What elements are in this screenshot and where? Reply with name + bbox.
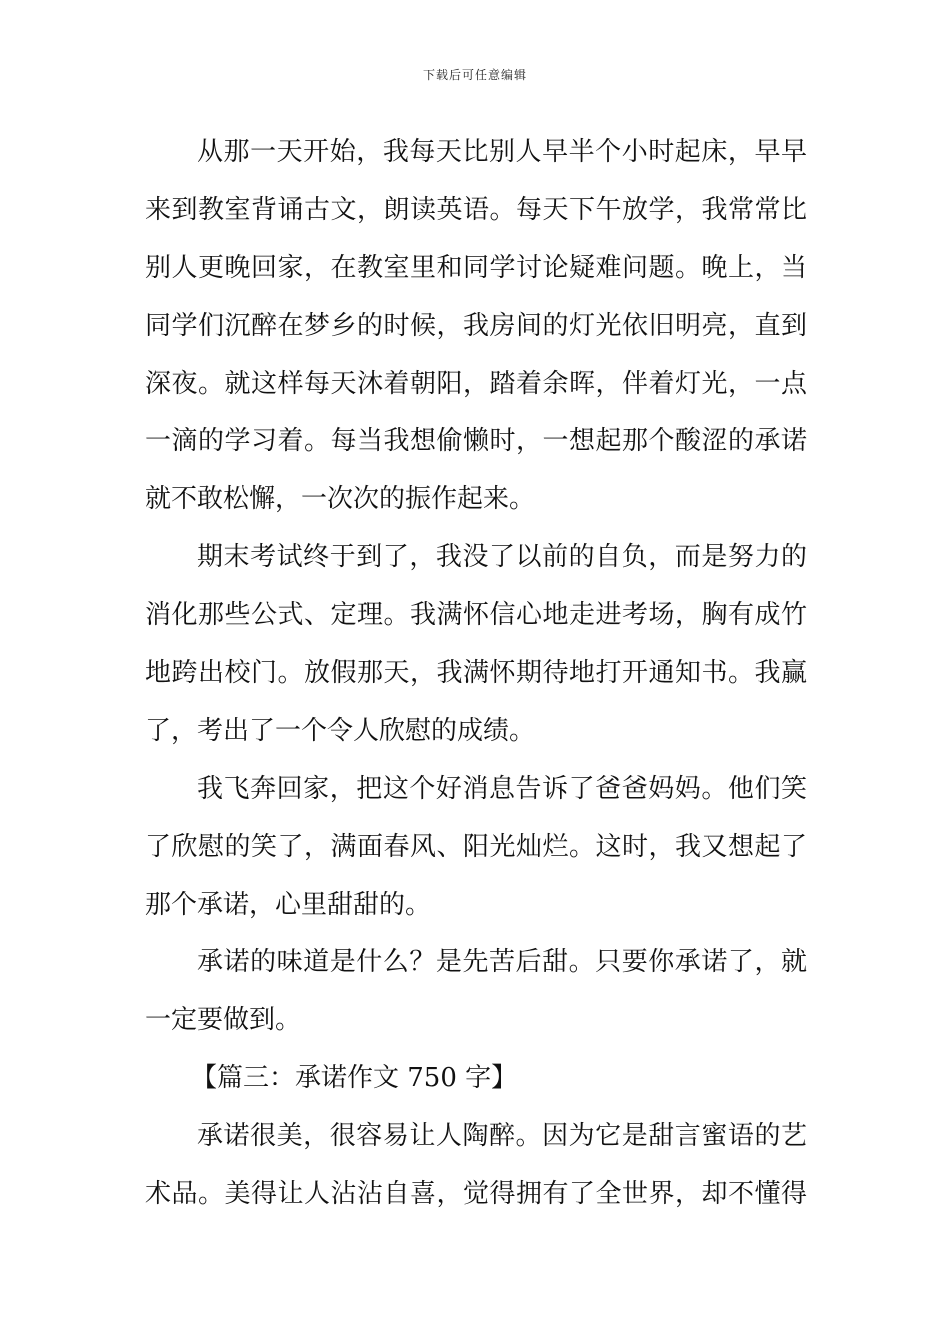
paragraph-4 [145, 940, 807, 1056]
section-heading: 【篇三：承诺作文 750 字】 [191, 1063, 518, 1094]
paragraph-1 [145, 130, 807, 535]
paragraph-3 [145, 767, 807, 941]
text-line: 承诺很美，很容易让人陶醉。因为它是甜言蜜语的艺 [197, 1121, 807, 1152]
text-line: 术品。美得让人沾沾自喜，觉得拥有了全世界，却不懂得 [145, 1179, 807, 1210]
text-line: 地跨出校门。放假那天，我满怀期待地打开通知书。我赢 [145, 658, 807, 689]
paragraph-2 [145, 535, 807, 767]
text-line: 期末考试终于到了，我没了以前的自负，而是努力的 [197, 542, 807, 573]
text-line: 那个承诺，心里甜甜的。 [145, 889, 432, 920]
text-line: 消化那些公式、定理。我满怀信心地走进考场，胸有成竹 [145, 600, 807, 631]
text-line: 来到教室背诵古文，朗读英语。每天下午放学，我常常比 [145, 194, 807, 225]
text-line: 深夜。就这样每天沐着朝阳，踏着余晖，伴着灯光，一点 [145, 368, 807, 399]
text-line: 别人更晚回家，在教室里和同学讨论疑难问题。晚上，当 [145, 252, 807, 283]
text-line: 就不敢松懈，一次次的振作起来。 [145, 484, 536, 515]
text-line: 了，考出了一个令人欣慰的成绩。 [145, 715, 536, 746]
text-line: 我飞奔回家，把这个好消息告诉了爸爸妈妈。他们笑 [197, 773, 807, 804]
text-line: 一滴的学习着。每当我想偷懒时，一想起那个酸涩的承诺 [145, 426, 807, 457]
text-line: 了欣慰的笑了，满面春风、阳光灿烂。这时，我又想起了 [145, 831, 807, 862]
text-line: 承诺的味道是什么？是先苦后甜。只要你承诺了，就 [197, 947, 807, 978]
text-line: 一定要做到。 [145, 1005, 302, 1036]
text-line: 从那一天开始，我每天比别人早半个小时起床，早早 [197, 137, 807, 167]
text-line: 同学们沉醉在梦乡的时候，我房间的灯光依旧明亮，直到 [145, 310, 807, 341]
page-header: 下载后可任意编辑 [422, 68, 527, 82]
document-body [145, 130, 807, 1230]
paragraph-5 [145, 1114, 807, 1230]
